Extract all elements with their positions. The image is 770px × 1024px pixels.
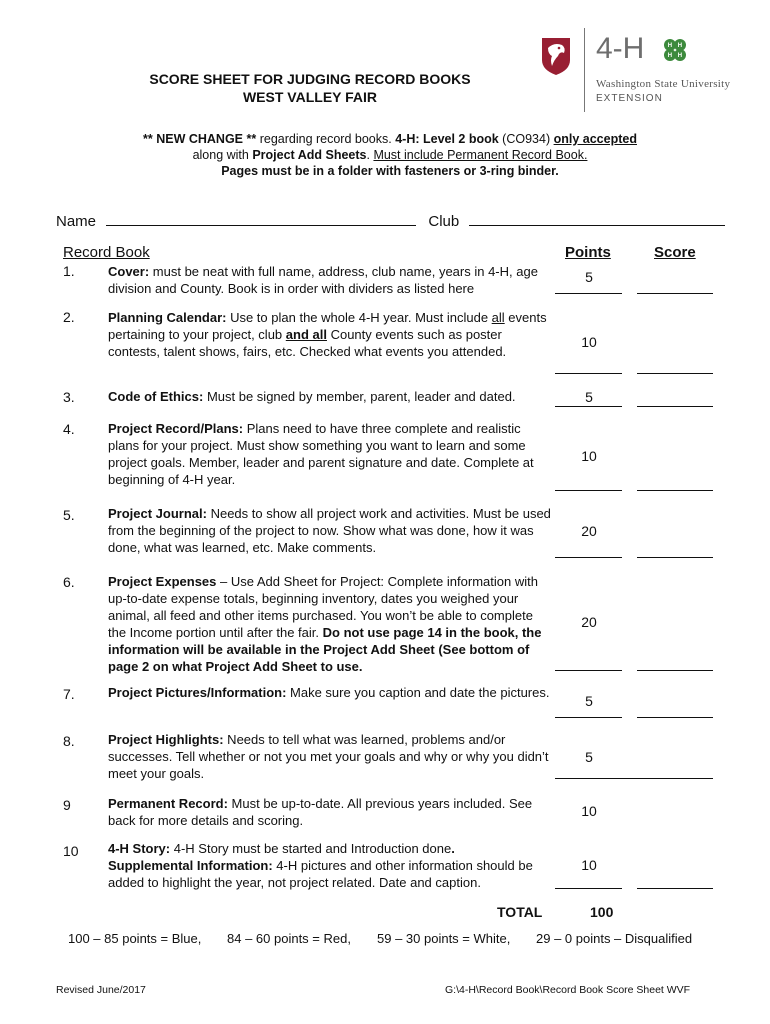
- title-line-1: SCORE SHEET FOR JUDGING RECORD BOOKS: [149, 71, 471, 87]
- score-field[interactable]: [637, 888, 713, 889]
- only-accepted: only accepted: [553, 132, 637, 146]
- notice-line-3: [40, 163, 740, 179]
- points-value: 5: [585, 749, 593, 765]
- item-title: Code of Ethics:: [108, 389, 204, 404]
- item-text: Needs to tell what was learned, problems and/or successes. Tell whether or not you met your goals and why or why you didn’t meet your goals.: [108, 732, 549, 781]
- total-value: 100: [590, 904, 614, 920]
- item-text: Plans need to have three complete and realistic plans for your project. Must show something you want to learn and some project goals. Member, leader and parent signature and date. Complete at beginning of 4-H year.: [108, 421, 534, 487]
- item-number: 5.: [63, 507, 75, 523]
- item-emphasis: and all: [285, 327, 327, 342]
- title-line-2: WEST VALLEY FAIR: [242, 89, 378, 105]
- points-line: [555, 888, 622, 889]
- item-title: Cover:: [108, 264, 150, 279]
- points-value: 10: [581, 803, 597, 819]
- points-value: 10: [581, 857, 597, 873]
- item-project-expenses: [108, 573, 553, 675]
- points-line: [555, 717, 622, 718]
- score-field[interactable]: [637, 717, 713, 718]
- svg-text:H: H: [677, 43, 683, 50]
- notice-block: [40, 131, 740, 179]
- score-field[interactable]: [637, 406, 713, 407]
- item-project-pictures: [108, 684, 553, 701]
- file-path: G:\4-H\Record Book\Record Book Score Sheet WVF: [445, 984, 691, 996]
- logo-divider: [584, 28, 585, 112]
- item-number: 8.: [63, 733, 75, 749]
- notice-text: regarding record books.: [259, 132, 396, 146]
- points-value: 10: [581, 334, 597, 350]
- item-planning-calendar: [108, 309, 553, 360]
- item-project-highlights: [108, 731, 553, 782]
- score-field[interactable]: [637, 490, 713, 491]
- total-label: TOTAL: [497, 904, 543, 920]
- item-title: Project Highlights:: [108, 732, 224, 747]
- item-text: Use to plan the whole 4-H year. Must include: [226, 310, 492, 325]
- item-title: Permanent Record:: [108, 796, 228, 811]
- book-code: (CO934): [498, 132, 554, 146]
- item-text: 4-H pictures and other information should be added to highlight the year, not project related. Date and caption.: [108, 858, 533, 890]
- permanent-record-requirement: Must include Permanent Record Book.: [373, 148, 588, 162]
- item-text: .: [451, 841, 455, 856]
- club-field[interactable]: [469, 211, 725, 226]
- range-blue: 100 – 85 points = Blue,: [68, 931, 202, 946]
- record-book-header: Record Book: [63, 244, 150, 261]
- score-field[interactable]: [637, 670, 713, 671]
- project-add-sheets: Project Add Sheets: [252, 148, 367, 162]
- item-title: Planning Calendar:: [108, 310, 227, 325]
- item-number: 2.: [63, 309, 75, 325]
- item-text: – Use Add Sheet for Project: Complete information with up-to-date expense totals, beginning inventory, dates you weighed your animal, all feed and other items purchased. You won’t be able to complete the Income portion until after the fair.: [108, 574, 538, 640]
- score-header: Score: [654, 244, 696, 261]
- folder-requirement: Pages must be in a folder with fasteners or 3-ring binder.: [221, 164, 559, 178]
- item-title: 4-H Story:: [108, 841, 171, 856]
- range-white: 59 – 30 points = White,: [377, 931, 511, 946]
- svg-text:H: H: [667, 43, 673, 50]
- points-value: 10: [581, 448, 597, 464]
- revised-date: Revised June/2017: [56, 984, 146, 996]
- level-2-book: 4-H: Level 2 book: [395, 132, 499, 146]
- points-line: [555, 670, 622, 671]
- notice-line-2: [40, 147, 740, 163]
- new-change-label: ** NEW CHANGE **: [143, 132, 260, 146]
- points-value: 5: [585, 269, 593, 285]
- item-cover: [108, 263, 553, 297]
- item-text: Needs to show all project work and activities. Must be used from the beginning of the project to now. Show what was done, how it was done, what was learned, etc. Make comments.: [108, 506, 551, 555]
- name-club-row: [56, 211, 725, 230]
- score-field[interactable]: [637, 293, 713, 294]
- item-title: Project Journal:: [108, 506, 207, 521]
- points-line: [555, 490, 622, 491]
- item-number: 9: [63, 797, 71, 813]
- notice-text: along with: [192, 148, 253, 162]
- points-value: 20: [581, 614, 597, 630]
- wsu-wordmark: Washington State University: [596, 78, 731, 90]
- item-text: Must be signed by member, parent, leader and dated.: [203, 389, 516, 404]
- range-disqualified: 29 – 0 points – Disqualified: [536, 931, 693, 946]
- item-number: 10: [63, 843, 79, 859]
- four-h-wordmark: 4-H: [596, 32, 645, 65]
- notice-text: .: [366, 148, 374, 162]
- points-header: Points: [565, 244, 611, 261]
- svg-text:H: H: [667, 53, 673, 60]
- item-number: 6.: [63, 574, 75, 590]
- item-project-journal: [108, 505, 553, 556]
- item-number: 1.: [63, 263, 75, 279]
- item-title: Project Pictures/Information:: [108, 685, 287, 700]
- wsu-cougar-logo: [540, 36, 572, 76]
- item-number: 3.: [63, 389, 75, 405]
- item-emphasis: all: [491, 310, 505, 325]
- item-number: 4.: [63, 421, 75, 437]
- item-4h-story: [108, 840, 553, 891]
- extension-wordmark: EXTENSION: [596, 93, 663, 104]
- points-value: 5: [585, 389, 593, 405]
- item-code-of-ethics: [108, 388, 553, 405]
- item-text: 4-H Story must be started and Introduction done: [170, 841, 452, 856]
- points-line: [555, 373, 622, 374]
- item-permanent-record: [108, 795, 553, 829]
- item-text: events pertaining to your project, club: [108, 310, 547, 342]
- four-h-clover-icon: [660, 35, 690, 65]
- points-line: [555, 293, 622, 294]
- item-text: must be neat with full name, address, club name, years in 4-H, age division and County. Book is in order with dividers as listed here: [108, 264, 538, 296]
- item-title: Project Record/Plans:: [108, 421, 244, 436]
- score-field[interactable]: [637, 557, 713, 558]
- points-line: [555, 557, 622, 558]
- club-label: Club: [428, 213, 460, 230]
- range-red: 84 – 60 points = Red,: [227, 931, 351, 946]
- item-text: County events such as poster contests, talent shows, fairs, etc. Checked what events you attended.: [108, 327, 507, 359]
- points-value: 20: [581, 523, 597, 539]
- svg-text:H: H: [677, 53, 683, 60]
- score-field[interactable]: [637, 373, 713, 374]
- item-title: Project Expenses: [108, 574, 217, 589]
- item-project-record-plans: [108, 420, 553, 488]
- item-warning: Do not use page 14 in the book, the information will be available in the Project Add Sheet (See bottom of page 2 on what Project Add Sheet to use.: [108, 625, 542, 674]
- name-field[interactable]: [106, 211, 416, 226]
- item-title: Supplemental Information:: [108, 858, 273, 873]
- score-field[interactable]: [555, 778, 713, 779]
- item-text: Make sure you caption and date the pictures.: [286, 685, 550, 700]
- item-text: Must be up-to-date. All previous years included. See back for more details and scoring.: [108, 796, 533, 828]
- item-number: 7.: [63, 686, 75, 702]
- points-value: 5: [585, 693, 593, 709]
- name-label: Name: [56, 213, 97, 230]
- notice-line-1: [40, 131, 740, 147]
- points-line: [555, 406, 622, 407]
